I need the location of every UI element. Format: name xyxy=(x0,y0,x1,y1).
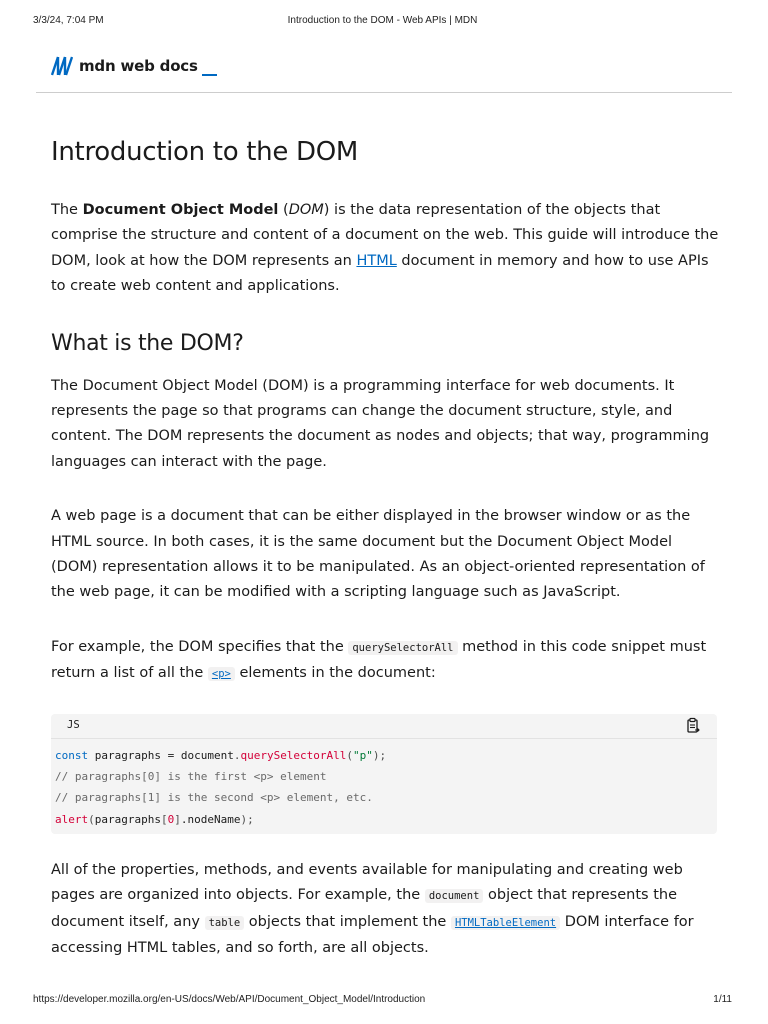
html-link[interactable]: HTML xyxy=(356,252,397,269)
code-string: "p" xyxy=(353,749,373,762)
print-url: https://developer.mozilla.org/en-US/docs/Web/API/Document_Object_Model/Introduction xyxy=(33,994,426,1005)
print-date: 3/3/24, 7:04 PM xyxy=(33,15,104,26)
code-paren: ( xyxy=(88,812,95,826)
intro-text-a: The xyxy=(51,202,83,218)
code-language-label: JS xyxy=(67,719,80,731)
p-element-link[interactable]: <p> xyxy=(208,667,235,681)
copy-icon[interactable] xyxy=(683,717,701,735)
mdn-m-icon xyxy=(51,56,73,76)
code-text: paragraphs xyxy=(94,812,161,826)
table-code: table xyxy=(205,916,245,930)
print-header xyxy=(33,15,732,29)
article-content-continued xyxy=(51,858,721,962)
code-line-4 xyxy=(55,813,254,826)
section1-paragraph-2: A web page is a document that can be either displayed in the browser window or as the HTML source. In both cases, it is the same document but the Document Object Model (DOM) representation allows it to be manipulated. As an object-oriented representation of the web page, it can be modified with a scripting language such as JavaScript. xyxy=(51,508,705,601)
code-body xyxy=(51,739,717,834)
article-content xyxy=(51,134,721,688)
code-header xyxy=(51,714,717,739)
para4-text-a: All of the properties, methods, and events available for manipulating and creating web pages are organized into objects. For example, the xyxy=(51,862,683,904)
para4-text-d: DOM interface for accessing HTML tables, and so forth, are all objects. xyxy=(51,913,694,957)
code-line-1 xyxy=(55,749,386,762)
queryselectorall-code: querySelectorAll xyxy=(348,641,457,655)
code-number: 0 xyxy=(167,812,175,826)
code-line-2: // paragraphs[0] is the first <p> element xyxy=(55,770,327,784)
code-paren: ); xyxy=(240,812,254,826)
intro-text-c: ) is the data representation of the objects that comprise the structure and content of a document on the web. This guide will introduce the DOM, look at how the DOM represents an xyxy=(51,202,719,269)
htmltableelement-link[interactable]: HTMLTableElement xyxy=(451,916,560,930)
code-line-3: // paragraphs[1] is the second <p> element, etc. xyxy=(55,791,373,805)
code-text: .nodeName xyxy=(180,812,241,826)
logo-cursor xyxy=(202,74,217,76)
intro-paragraph xyxy=(51,198,721,300)
print-footer xyxy=(33,994,732,1008)
logo-wordmark: mdn web docs xyxy=(79,57,198,75)
intro-strong: Document Object Model xyxy=(82,202,279,218)
para3-text-b: method in this code snippet must return a list of all the xyxy=(51,638,707,682)
document-code: document xyxy=(425,889,484,903)
code-paren: ( xyxy=(346,749,354,762)
para3-text-c: elements in the document: xyxy=(234,665,436,682)
intro-text-d: document in memory and how to use APIs to create web content and applications. xyxy=(51,252,709,295)
section1-paragraph-1: The Document Object Model (DOM) is a programming interface for web documents. It represents the page so that programs can change the document structure, style, and content. The DOM represents the document as nodes and objects; that way, programming languages can interact with the page. xyxy=(51,377,710,470)
intro-text-b: ( xyxy=(278,202,289,218)
print-title: Introduction to the DOM - Web APIs | MDN xyxy=(287,15,478,26)
header-divider xyxy=(36,92,732,93)
code-text: paragraphs = document xyxy=(88,749,234,762)
code-paren: ); xyxy=(372,749,387,762)
mdn-logo[interactable] xyxy=(51,52,217,80)
code-bracket: ] xyxy=(174,812,181,826)
intro-em: DOM xyxy=(288,202,324,218)
code-function: querySelectorAll xyxy=(240,749,347,762)
code-dot: . xyxy=(233,749,241,762)
para3-text-a: For example, the DOM specifies that the xyxy=(51,638,349,655)
page-title: Introduction to the DOM xyxy=(51,137,359,167)
para4-text-b: object that represents the document itself, any xyxy=(51,887,677,930)
print-page-number: 1/11 xyxy=(713,994,732,1005)
code-example xyxy=(51,714,717,834)
code-function: alert xyxy=(55,812,89,826)
code-bracket: [ xyxy=(160,812,168,826)
code-keyword: const xyxy=(55,749,89,762)
objects-paragraph xyxy=(51,858,721,962)
para4-text-c: objects that implement the xyxy=(244,913,451,930)
section-heading-what-is-dom: What is the DOM? xyxy=(51,330,244,356)
section1-paragraph-3 xyxy=(51,635,721,688)
